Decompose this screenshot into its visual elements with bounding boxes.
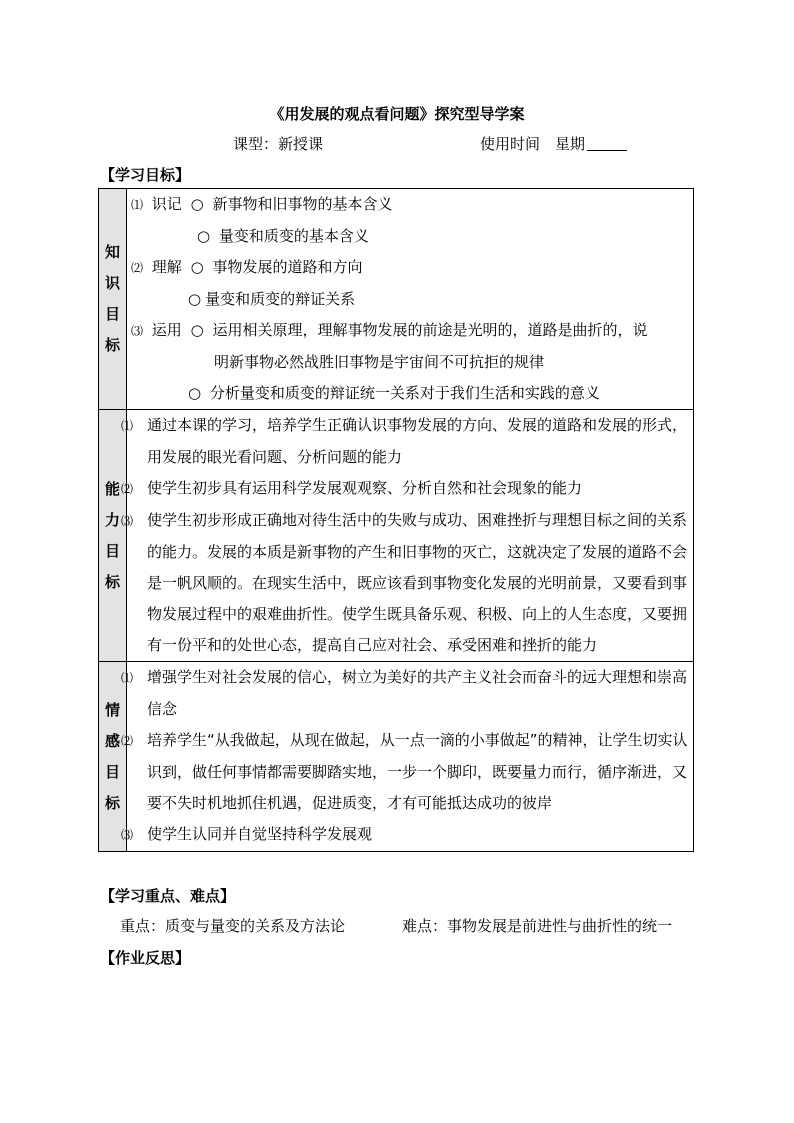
ability-content (120, 410, 694, 662)
course-type: 课型：新授课 (233, 135, 324, 153)
list-item: ⑴ 识记 ○ 新事物和旧事物的基本含义 (127, 189, 693, 221)
circle-icon: ○ (190, 321, 204, 339)
knowledge-row (99, 189, 694, 410)
circle-icon: ○ (188, 384, 202, 402)
learning-goals-heading: 【学习目标】 (100, 166, 191, 184)
circle-icon: ○ (190, 258, 204, 276)
list-item: ⑶ 使学生认同并自觉坚持科学发展观 (120, 825, 373, 843)
usage-time-label: 使用时间 星期 (480, 135, 586, 153)
usage-time (480, 133, 627, 154)
knowledge-content (127, 189, 694, 410)
key-points: 重点：质变与量变的关系及方法论 (120, 917, 346, 935)
ability-category: 能 力 目 标 (99, 410, 127, 662)
list-item: ○ 量变和质变的辩证关系 (127, 284, 693, 315)
emotion-content (120, 662, 694, 852)
list-item: ⑴ 通过本课的学习，培养学生正确认识事物发展的方向、发展的道路和发展的形式，用发展的眼光看问题、分析问题的能力 (120, 416, 688, 466)
list-item: ⑶ 运用 ○ 运用相关原理，理解事物发展的前途是光明的，道路是曲折的，说 (127, 315, 693, 347)
circle-icon: ○ (188, 290, 202, 308)
document-title: 《用发展的观点看问题》探究型导学案 (269, 105, 525, 123)
list-item: ⑵ 使学生初步具有运用科学发展观观察、分析自然和社会现象的能力 (120, 479, 583, 497)
list-item: 明新事物必然战胜旧事物是宇宙间不可抗拒的规律 (214, 353, 545, 371)
circle-icon: ○ (197, 227, 211, 245)
ability-row (99, 410, 694, 662)
list-item: ○ 分析量变和质变的辩证统一关系对于我们生活和实践的意义 (127, 378, 693, 409)
emotion-row (99, 662, 694, 852)
homework-heading: 【作业反思】 (100, 949, 191, 967)
key-difficult-heading: 【学习重点、难点】 (100, 887, 236, 905)
list-item: ○ 量变和质变的基本含义 (127, 221, 693, 252)
list-item: ⑴ 增强学生对社会发展的信心，树立为美好的共产主义社会而奋斗的远大理想和崇高信念 (120, 668, 688, 718)
knowledge-category: 知 识 目 标 (99, 189, 127, 410)
emotion-category: 情 感 目 标 (99, 662, 127, 852)
circle-icon: ○ (190, 195, 204, 213)
list-item: ⑶ 使学生初步形成正确地对待生活中的失败与成功、困难挫折与理想目标之间的关系的能力。发展的本质是新事物的产生和旧事物的灭亡，这就决定了发展的道路不会是一帆风顺的。在现实生活中，既应该看到事物变化发展的光明前景，又要看到事物发展过程中的艰难曲折性。使学生既具备乐观、积极、向上的人生态度，又要拥有一份平和的处世心态，提高自己应对社会、承受困难和挫折的能力 (120, 511, 688, 654)
goals-table (98, 188, 694, 852)
difficult-points: 难点：事物发展是前进性与曲折性的统一 (402, 917, 673, 935)
list-item: ⑵ 理解 ○ 事物发展的道路和方向 (127, 252, 693, 284)
list-item: ⑵ 培养学生“从我做起，从现在做起，从一点一滴的小事做起”的精神，让学生切实认识到，做任何事情都需要脚踏实地，一步一个脚印，既要量力而行，循序渐进，又要不失时机地抓住机遇，促进质变，才有可能抵达成功的彼岸 (120, 731, 688, 812)
weekday-blank (587, 136, 627, 151)
